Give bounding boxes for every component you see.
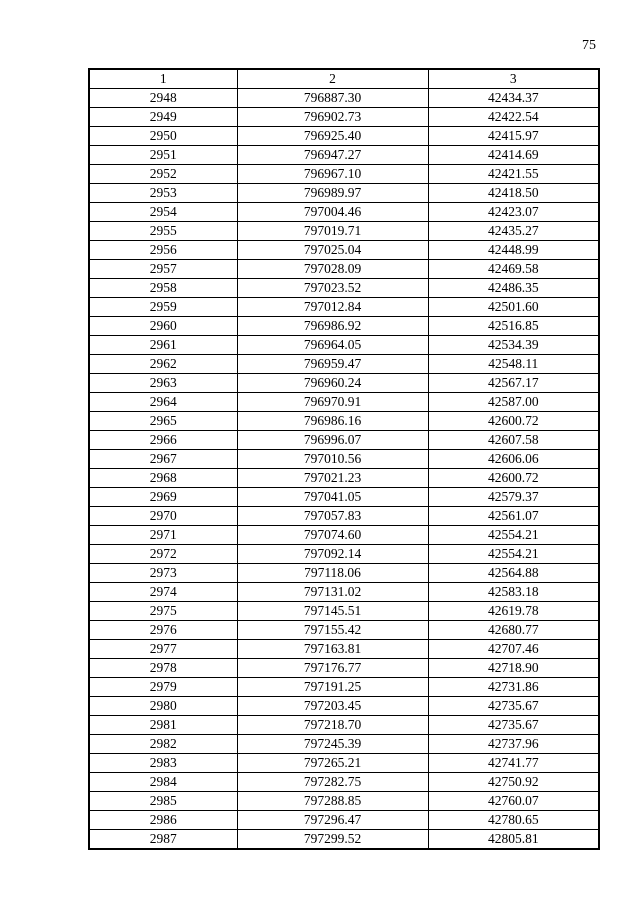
table-row [89,488,599,507]
table-row [89,393,599,412]
table-row [89,165,599,184]
point-number-cell: 2955 [89,222,237,241]
table-row [89,222,599,241]
point-number-cell: 2985 [89,792,237,811]
x-coordinate-cell: 796902.73 [237,108,428,127]
table-row [89,146,599,165]
y-coordinate-cell: 42561.07 [428,507,599,526]
point-number-cell: 2965 [89,412,237,431]
x-coordinate-cell: 796959.47 [237,355,428,374]
table-row [89,659,599,678]
table-row [89,127,599,146]
table-row [89,735,599,754]
x-coordinate-cell: 797265.21 [237,754,428,773]
x-coordinate-cell: 797203.45 [237,697,428,716]
x-coordinate-cell: 797145.51 [237,602,428,621]
y-coordinate-cell: 42780.65 [428,811,599,830]
point-number-cell: 2979 [89,678,237,697]
point-number-cell: 2975 [89,602,237,621]
column-header-2: 2 [237,69,428,89]
point-number-cell: 2987 [89,830,237,850]
page-number: 75 [582,38,596,53]
y-coordinate-cell: 42501.60 [428,298,599,317]
y-coordinate-cell: 42735.67 [428,716,599,735]
y-coordinate-cell: 42564.88 [428,564,599,583]
y-coordinate-cell: 42418.50 [428,184,599,203]
x-coordinate-cell: 797025.04 [237,241,428,260]
point-number-cell: 2978 [89,659,237,678]
y-coordinate-cell: 42737.96 [428,735,599,754]
point-number-cell: 2986 [89,811,237,830]
table-body [89,89,599,850]
point-number-cell: 2967 [89,450,237,469]
x-coordinate-cell: 797004.46 [237,203,428,222]
x-coordinate-cell: 797023.52 [237,279,428,298]
point-number-cell: 2968 [89,469,237,488]
x-coordinate-cell: 797296.47 [237,811,428,830]
point-number-cell: 2982 [89,735,237,754]
y-coordinate-cell: 42583.18 [428,583,599,602]
point-number-cell: 2970 [89,507,237,526]
table-row [89,279,599,298]
y-coordinate-cell: 42587.00 [428,393,599,412]
point-number-cell: 2962 [89,355,237,374]
x-coordinate-cell: 796925.40 [237,127,428,146]
y-coordinate-cell: 42731.86 [428,678,599,697]
y-coordinate-cell: 42579.37 [428,488,599,507]
x-coordinate-cell: 797012.84 [237,298,428,317]
table-row [89,773,599,792]
y-coordinate-cell: 42534.39 [428,336,599,355]
table-row [89,583,599,602]
x-coordinate-cell: 796964.05 [237,336,428,355]
table-row [89,431,599,450]
table-row [89,545,599,564]
table-row [89,507,599,526]
x-coordinate-cell: 797057.83 [237,507,428,526]
y-coordinate-cell: 42423.07 [428,203,599,222]
table-row [89,811,599,830]
point-number-cell: 2963 [89,374,237,393]
x-coordinate-cell: 797176.77 [237,659,428,678]
y-coordinate-cell: 42600.72 [428,412,599,431]
point-number-cell: 2981 [89,716,237,735]
x-coordinate-cell: 797131.02 [237,583,428,602]
y-coordinate-cell: 42448.99 [428,241,599,260]
x-coordinate-cell: 797245.39 [237,735,428,754]
y-coordinate-cell: 42516.85 [428,317,599,336]
point-number-cell: 2952 [89,165,237,184]
point-number-cell: 2976 [89,621,237,640]
x-coordinate-cell: 797092.14 [237,545,428,564]
y-coordinate-cell: 42805.81 [428,830,599,850]
point-number-cell: 2966 [89,431,237,450]
table-row [89,108,599,127]
point-number-cell: 2956 [89,241,237,260]
y-coordinate-cell: 42435.27 [428,222,599,241]
point-number-cell: 2954 [89,203,237,222]
table-row [89,241,599,260]
point-number-cell: 2983 [89,754,237,773]
table-row [89,89,599,108]
y-coordinate-cell: 42606.06 [428,450,599,469]
y-coordinate-cell: 42421.55 [428,165,599,184]
y-coordinate-cell: 42741.77 [428,754,599,773]
point-number-cell: 2973 [89,564,237,583]
y-coordinate-cell: 42567.17 [428,374,599,393]
table-header-row [89,69,599,89]
point-number-cell: 2960 [89,317,237,336]
x-coordinate-cell: 796996.07 [237,431,428,450]
point-number-cell: 2958 [89,279,237,298]
x-coordinate-cell: 796947.27 [237,146,428,165]
x-coordinate-cell: 797288.85 [237,792,428,811]
x-coordinate-cell: 796970.91 [237,393,428,412]
table-row [89,792,599,811]
table-row [89,203,599,222]
point-number-cell: 2984 [89,773,237,792]
column-header-1: 1 [89,69,237,89]
x-coordinate-cell: 796986.16 [237,412,428,431]
y-coordinate-cell: 42415.97 [428,127,599,146]
point-number-cell: 2961 [89,336,237,355]
x-coordinate-cell: 796887.30 [237,89,428,108]
y-coordinate-cell: 42422.54 [428,108,599,127]
point-number-cell: 2957 [89,260,237,279]
x-coordinate-cell: 797218.70 [237,716,428,735]
y-coordinate-cell: 42619.78 [428,602,599,621]
table-row [89,602,599,621]
x-coordinate-cell: 796986.92 [237,317,428,336]
x-coordinate-cell: 797155.42 [237,621,428,640]
y-coordinate-cell: 42486.35 [428,279,599,298]
x-coordinate-cell: 797074.60 [237,526,428,545]
x-coordinate-cell: 796967.10 [237,165,428,184]
table-row [89,526,599,545]
y-coordinate-cell: 42554.21 [428,545,599,564]
y-coordinate-cell: 42707.46 [428,640,599,659]
y-coordinate-cell: 42735.67 [428,697,599,716]
x-coordinate-cell: 797118.06 [237,564,428,583]
table-row [89,469,599,488]
table-row [89,374,599,393]
table-row [89,830,599,850]
x-coordinate-cell: 797191.25 [237,678,428,697]
point-number-cell: 2949 [89,108,237,127]
y-coordinate-cell: 42600.72 [428,469,599,488]
table-row [89,260,599,279]
y-coordinate-cell: 42760.07 [428,792,599,811]
y-coordinate-cell: 42414.69 [428,146,599,165]
point-number-cell: 2953 [89,184,237,203]
x-coordinate-cell: 797299.52 [237,830,428,850]
table-row [89,184,599,203]
y-coordinate-cell: 42554.21 [428,526,599,545]
y-coordinate-cell: 42607.58 [428,431,599,450]
x-coordinate-cell: 797019.71 [237,222,428,241]
point-number-cell: 2948 [89,89,237,108]
point-number-cell: 2969 [89,488,237,507]
y-coordinate-cell: 42548.11 [428,355,599,374]
point-number-cell: 2972 [89,545,237,564]
x-coordinate-cell: 797282.75 [237,773,428,792]
point-number-cell: 2971 [89,526,237,545]
x-coordinate-cell: 797010.56 [237,450,428,469]
y-coordinate-cell: 42718.90 [428,659,599,678]
table-row [89,317,599,336]
table-row [89,678,599,697]
table-row [89,450,599,469]
point-number-cell: 2974 [89,583,237,602]
x-coordinate-cell: 797041.05 [237,488,428,507]
table-row [89,336,599,355]
y-coordinate-cell: 42469.58 [428,260,599,279]
x-coordinate-cell: 797021.23 [237,469,428,488]
point-number-cell: 2977 [89,640,237,659]
point-number-cell: 2959 [89,298,237,317]
column-header-3: 3 [428,69,599,89]
table-row [89,716,599,735]
x-coordinate-cell: 797163.81 [237,640,428,659]
y-coordinate-cell: 42434.37 [428,89,599,108]
point-number-cell: 2951 [89,146,237,165]
table-row [89,298,599,317]
point-number-cell: 2980 [89,697,237,716]
table-row [89,564,599,583]
table-row [89,355,599,374]
point-number-cell: 2964 [89,393,237,412]
x-coordinate-cell: 796989.97 [237,184,428,203]
point-number-cell: 2950 [89,127,237,146]
x-coordinate-cell: 796960.24 [237,374,428,393]
table-row [89,640,599,659]
y-coordinate-cell: 42680.77 [428,621,599,640]
coordinates-table [88,68,600,850]
table-row [89,754,599,773]
table-row [89,412,599,431]
y-coordinate-cell: 42750.92 [428,773,599,792]
table-row [89,697,599,716]
x-coordinate-cell: 797028.09 [237,260,428,279]
table-row [89,621,599,640]
